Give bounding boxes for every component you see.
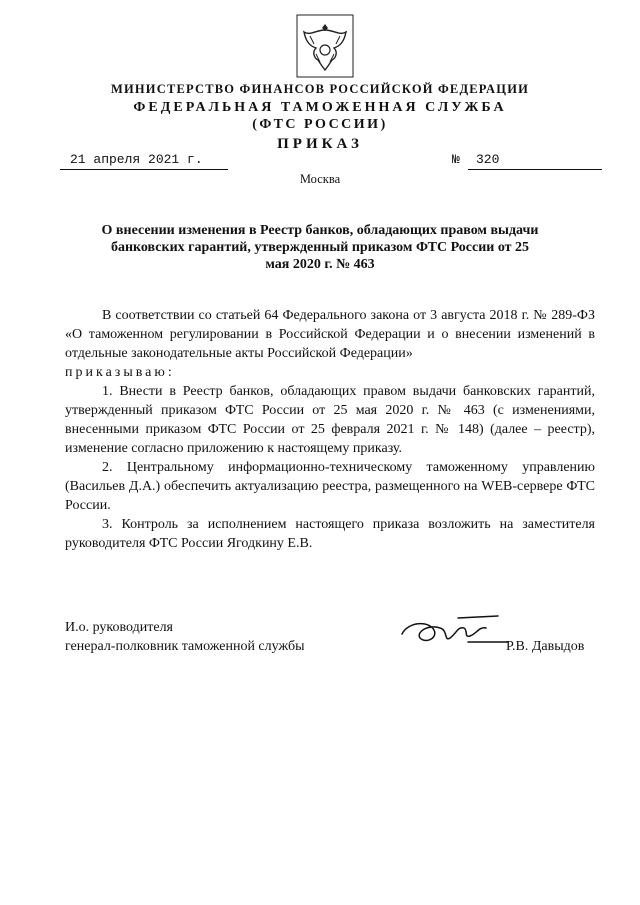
signer-rank: генерал-полковник таможенной службы <box>65 639 305 654</box>
ministry-name: МИНИСТЕРСТВО ФИНАНСОВ РОССИЙСКОЙ ФЕДЕРАЦИИ <box>110 82 530 96</box>
item-2: 2. Центральному информационно-техническому таможенному управлению (Васильев Д.А.) обеспечить актуализацию реестра, размещенного на WEB-сервере ФТС России. <box>65 460 595 513</box>
order-number-label: № <box>452 152 460 167</box>
order-date: 21 апреля 2021 г. <box>60 152 228 170</box>
item-3: 3. Контроль за исполнением настоящего приказа возложить на заместителя руководителя ФТС России Ягодкину Е.В. <box>65 517 595 551</box>
document-type: ПРИКАЗ <box>277 136 363 152</box>
city: Москва <box>299 172 341 186</box>
intro-paragraph: В соответствии со статьей 64 Федерального закона от 3 августа 2018 г. № 289-ФЗ «О таможенном регулировании в Российской Федерации и о внесении изменений в отдельные законодательные акты Российской Федерации» <box>65 308 595 361</box>
signer-position: И.о. руководителя <box>65 620 174 635</box>
coat-of-arms-emblem <box>296 14 354 78</box>
order-subject: О внесении изменения в Реестр банков, обладающих правом выдачи банковских гарантий, утвержденный приказом ФТС России от 25 мая 2020 г. № 463 <box>101 223 539 272</box>
service-name: ФЕДЕРАЛЬНАЯ ТАМОЖЕННАЯ СЛУЖБА <box>133 100 507 115</box>
handwritten-signature <box>398 608 518 656</box>
order-body <box>65 306 595 553</box>
order-number: 320 <box>468 152 602 170</box>
signer-name: Р.В. Давыдов <box>506 639 585 654</box>
service-short-name: (ФТС РОССИИ) <box>252 117 388 132</box>
item-1: 1. Внести в Реестр банков, обладающих правом выдачи банковских гарантий, утвержденный приказом ФТС России от 25 мая 2020 г. № 463 (с изменениями, внесенными приказом ФТС России от 25 февраля 2021 г. № 148) (далее – реестр), изменение согласно приложению к настоящему приказу. <box>65 384 595 456</box>
order-word: приказываю: <box>65 365 175 380</box>
